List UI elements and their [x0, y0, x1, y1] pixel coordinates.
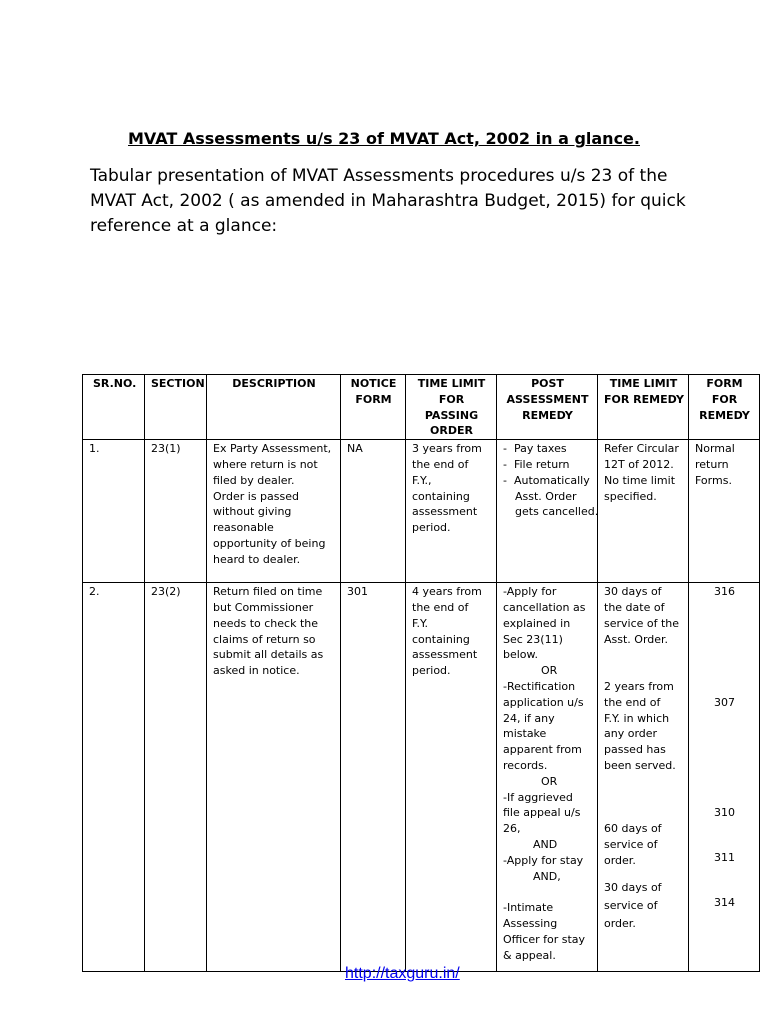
- header-section: SECTION: [145, 375, 207, 440]
- cell-section: 23(1): [145, 440, 207, 583]
- cell-form-remedy: 316 307 310 311 314: [689, 583, 760, 972]
- cell-srno: 2.: [83, 583, 145, 972]
- document-title: MVAT Assessments u/s 23 of MVAT Act, 2002 in a glance.: [128, 129, 640, 148]
- cell-description: Ex Party Assessment, where return is not filed by dealer. Order is passed without giving reasonable opportunity of being heard to dealer.: [207, 440, 341, 583]
- table-header-row: [83, 375, 760, 440]
- cell-time-limit: 3 years from the end of F.Y., containing assessment period.: [406, 440, 497, 583]
- table-row: [83, 583, 760, 972]
- cell-time-limit: 4 years from the end of F.Y. containing assessment period.: [406, 583, 497, 972]
- header-time-limit: TIME LIMIT FOR PASSING ORDER: [406, 375, 497, 440]
- cell-time-remedy: Refer Circular 12T of 2012. No time limit specified.: [598, 440, 689, 583]
- cell-remedy: -Apply for cancellation as explained in Sec 23(11) below. OR -Rectification application u/s 24, if any mistake apparent from records. OR -If aggrieved file appeal u/s 26, AND -Apply for stay AND, -Intimate Assessing Officer for stay & appeal.: [497, 583, 598, 972]
- cell-time-remedy: 30 days of the date of service of the Asst. Order. 2 years from the end of F.Y. in which any order passed has been served. 60 days of service of order. 30 days of service of order.: [598, 583, 689, 972]
- cell-notice-form: 301: [341, 583, 406, 972]
- cell-description: Return filed on time but Commissioner needs to check the claims of return so submit all details as asked in notice.: [207, 583, 341, 972]
- header-form-remedy: FORM FOR REMEDY: [689, 375, 760, 440]
- header-srno: SR.NO.: [83, 375, 145, 440]
- cell-form-remedy: Normal return Forms.: [689, 440, 760, 583]
- header-post-assessment-remedy: POST ASSESSMENT REMEDY: [497, 375, 598, 440]
- taxguru-link[interactable]: http://taxguru.in/: [345, 965, 460, 982]
- header-time-limit-remedy: TIME LIMIT FOR REMEDY: [598, 375, 689, 440]
- intro-paragraph: Tabular presentation of MVAT Assessments procedures u/s 23 of the MVAT Act, 2002 ( as amended in Maharashtra Budget, 2015) for quick reference at a glance:: [90, 166, 686, 236]
- table-row: [83, 440, 760, 583]
- header-description: DESCRIPTION: [207, 375, 341, 440]
- header-notice-form: NOTICE FORM: [341, 375, 406, 440]
- cell-srno: 1.: [83, 440, 145, 583]
- assessment-table: [82, 374, 760, 972]
- cell-section: 23(2): [145, 583, 207, 972]
- cell-remedy: - Pay taxes - File return - Automatically Asst. Order gets cancelled.: [497, 440, 598, 583]
- cell-notice-form: NA: [341, 440, 406, 583]
